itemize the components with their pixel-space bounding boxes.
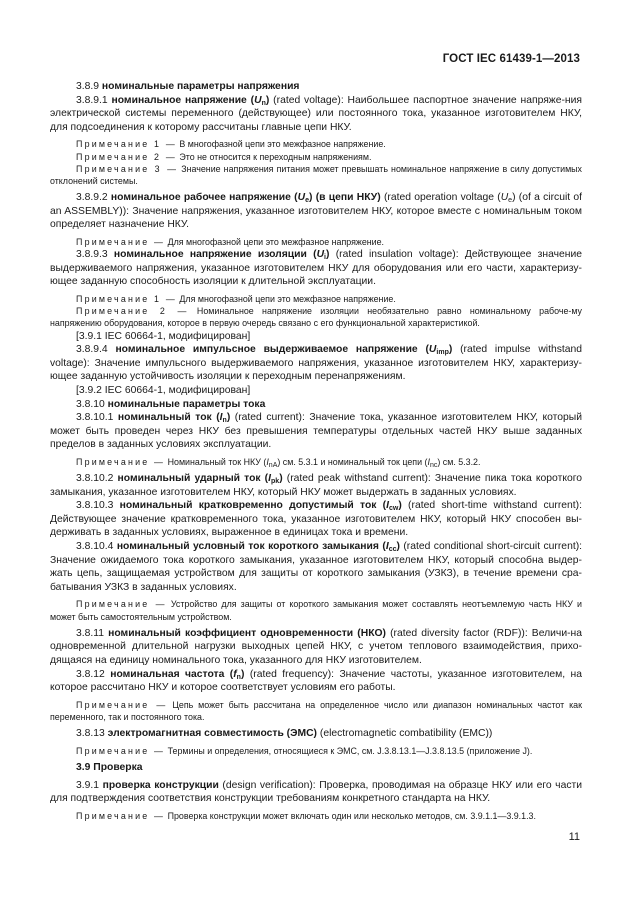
- section-3-9: 3.9 Проверка: [76, 762, 143, 774]
- definition-3-8-9-4: 3.8.9.4 номинальное импульсное выдерживаемое напряжение $(U_{imp})$ (rated impulse withstand voltage): Значение импульсного выдерживаемого напряжения, указанное изготовителем НКУ, характеризу-ющее заданную устойчивость изоляции к переходным перенапряжениям.: [50, 344, 583, 383]
- note-3-8-10-4: Примечание — Устройство для защиты от короткого замыкания может составлять неотъемлемую часть НКУ и может быть самостоятельным устройством.: [50, 599, 582, 622]
- definition-3-8-11: 3.8.11 номинальный коэффициент одновременности (НКО) (rated diversity factor (RDF)): Величи-на одновременной длительной нагрузки выходных цепей НКУ, с учетом теплового взаимодействия, прихо-дящаяся на единицу номинального тока, указанного для НКУ изготовителем.: [50, 627, 583, 667]
- note-3-8-9-3-1: Примечание 1 — Для многофазной цепи это межфазное напряжение.: [76, 293, 396, 304]
- definition-3-8-9-3: 3.8.9.3 номинальное напряжение изоляции $(U_i)$ (rated insulation voltage): Действующее значение выдерживаемого напряжения, указанное изготовителем НКУ для оборудования или его части, характеризу-ющее заданную способность изоляции к длительной эксплуатации.: [50, 249, 583, 288]
- section-3-8-9: 3.8.9 номинальные параметры напряжения: [76, 81, 300, 92]
- definition-3-9-1: 3.9.1 проверка конструкции (design verification): Проверка, проводимая на образце НКУ или его части для подтверждения соответствия конструкции требованиям конкретного стандарта на НКУ.: [50, 779, 583, 805]
- note-3-8-9-2: Примечание — Для многофазной цепи это межфазное напряжение.: [76, 236, 385, 247]
- note-3-8-9-3-2: Примечание 2 — Номинальное напряжение изоляции необязательно равно номинальному рабоче-му напряжению оборудования, которое в первую очередь связано с его функциональной характеристикой.: [50, 306, 582, 329]
- definition-3-8-13: 3.8.13 электромагнитная совместимость (ЭМС) (electromagnetic combatibility (EMC)): [76, 728, 493, 740]
- note-3-8-13: Примечание — Термины и определения, относящиеся к ЭМС, см. J.3.8.13.1—J.3.8.13.5 (приложение J).: [76, 745, 533, 756]
- note-3-8-9-1-2: Примечание 2 — Это не относится к переходным напряжениям.: [76, 151, 372, 162]
- definition-3-8-10-3: 3.8.10.3 номинальный кратковременно допустимый ток $(I_{cw})$ (rated short-time withstand current): Действующее значение кратковременного тока, указанное изготовителем НКУ, который НКУ способен вы-держивать в заданных условиях, выраженное в единицах тока и времени.: [50, 500, 582, 539]
- document-code: ГОСТ IEC 61439-1—2013: [442, 53, 580, 65]
- definition-3-8-10-2: 3.8.10.2 номинальный ударный ток $(I_{pk})$ (rated peak withstand current): Значение пика тока короткого замыкания, указанное изготовителем НКУ, который НКУ может выдержать в заданных условиях.: [50, 473, 583, 498]
- reference-2: [3.9.2 IEC 60664-1, модифицирован]: [76, 384, 251, 396]
- note-3-8-9-1-3: Примечание 3 — Значение напряжения питания может превышать номинальное напряжение в силу допустимых отклонений системы.: [50, 163, 582, 186]
- page-number: 11: [568, 831, 580, 843]
- note-3-8-9-1-1: Примечание 1 — В многофазной цепи это межфазное напряжение.: [76, 139, 386, 150]
- document-body: [50, 80, 582, 822]
- definition-3-8-9-2: 3.8.9.2 номинальное рабочее напряжение $(U_e)$ (в цепи НКУ) (rated operation voltage $(U_e)$ (of a circuit of an ASSEMBLY)): Значение напряжения, указанное изготовителем НКУ, которое вместе с номинальным током определяет назначение НКУ.: [50, 192, 583, 231]
- definition-3-8-10-4: 3.8.10.4 номинальный условный ток короткого замыкания $(I_{cc})$ (rated conditional short-circuit current): Значение ожидаемого тока короткого замыкания, указанное изготовителем НКУ, который способна выдер-жать цепь, защищаемая устройством для защиты от короткого замыкания (УЗКЗ), в течение времени сра-батывания УЗКЗ в заданных условиях.: [50, 541, 583, 593]
- note-3-8-12: Примечание — Цепь может быть рассчитана на определенное число или диапазон номинальных частот как переменного, так и постоянного тока.: [50, 699, 582, 723]
- reference-1: [3.9.1 IEC 60664-1, модифицирован]: [76, 330, 251, 342]
- definition-3-8-10-1: 3.8.10.1 номинальный ток $(I_n)$ (rated current): Значение тока, указанное изготовителем НКУ, который может быть проведен через НКУ без превышения температуры отдельных частей НКУ выше заданных пределов в заданных условиях эксплуатации.: [50, 412, 582, 451]
- definition-3-8-9-1: 3.8.9.1 номинальное напряжение $(U_n)$ (rated voltage): Наибольшее паспортное значение напряже-ния электрической системы переменного (действующее) или постоянного тока, указанное изготовителем НКУ, для подсоединения к которому рассчитаны главные цепи НКУ.: [50, 94, 583, 133]
- note-3-8-10-1: Примечание — Номинальный ток НКУ $(I_{nA})$ см. 5.3.1 и номинальный ток цепи $(I_{nc})$ см. 5.3.2.: [76, 456, 481, 469]
- definition-3-8-12: 3.8.12 номинальная частота $(f_n)$ (rated frequency): Значение частоты, указанное изготовителем, на которое рассчитано НКУ и которое соответствует условиям его работы.: [50, 668, 582, 694]
- section-3-8-10: 3.8.10 номинальные параметры тока: [76, 398, 266, 410]
- note-3-9-1: Примечание — Проверка конструкции может включать один или несколько методов, см. 3.9.1.1—3.9.1.3.: [76, 810, 536, 821]
